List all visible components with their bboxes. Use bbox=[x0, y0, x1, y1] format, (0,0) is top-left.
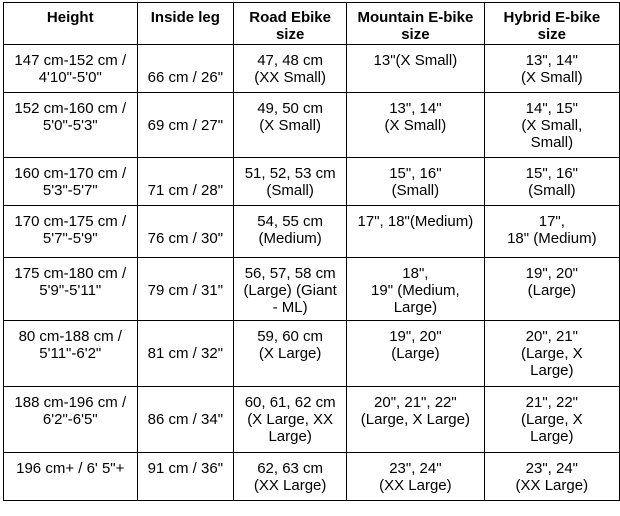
cell-text: 14", 15" bbox=[525, 100, 578, 117]
cell-mountain bbox=[347, 387, 485, 453]
cell-text: 20", 21" bbox=[525, 328, 578, 345]
cell-text: 152 cm-160 cm / bbox=[14, 100, 127, 117]
cell-text: 147 cm-152 cm / bbox=[14, 52, 127, 69]
cell-text: Large) bbox=[393, 299, 438, 316]
table-row bbox=[4, 45, 620, 93]
cell-text: 47, 48 cm bbox=[257, 52, 324, 69]
table-row bbox=[4, 387, 620, 453]
cell-text: 91 cm / 36" bbox=[147, 460, 224, 477]
cell-road bbox=[234, 45, 347, 93]
cell-text: (X Small) bbox=[259, 117, 321, 134]
cell-road bbox=[234, 93, 347, 158]
cell-text: (Small) bbox=[391, 182, 440, 199]
cell-mountain bbox=[347, 158, 485, 206]
cell-text: 19", 20" bbox=[389, 328, 442, 345]
cell-height bbox=[4, 45, 138, 93]
header-mountain-line-1: Mountain E-bike bbox=[357, 9, 474, 26]
cell-text: 188 cm-196 cm / bbox=[14, 394, 127, 411]
cell-text: 160 cm-170 cm / bbox=[14, 165, 127, 182]
header-inside-leg-label: Inside leg bbox=[150, 9, 220, 26]
header-mountain-line-2: size bbox=[401, 26, 430, 43]
cell-text: 5'11"-6'2" bbox=[39, 345, 102, 362]
cell-text: (X Large, XX bbox=[247, 411, 334, 428]
cell-road bbox=[234, 321, 347, 387]
cell-height bbox=[4, 453, 138, 501]
table-row bbox=[4, 321, 620, 387]
cell-text: (Large, X Large) bbox=[360, 411, 470, 428]
cell-road bbox=[234, 258, 347, 321]
header-hybrid bbox=[484, 3, 619, 45]
cell-text: (X Small) bbox=[384, 117, 447, 134]
header-hybrid-line-1: Hybrid E-bike bbox=[503, 9, 601, 26]
cell-text: 62, 63 cm bbox=[257, 460, 324, 477]
cell-text: 18", bbox=[402, 265, 429, 282]
cell-text: (Large) bbox=[527, 282, 576, 299]
cell-text: (Small) bbox=[266, 182, 314, 199]
cell-text: 13", 14" bbox=[389, 100, 442, 117]
cell-mountain bbox=[347, 453, 485, 501]
cell-text: 18" (Medium) bbox=[507, 230, 597, 247]
cell-text: 49, 50 cm bbox=[257, 100, 324, 117]
cell-text: Large) bbox=[268, 428, 312, 445]
cell-text: (Large) (Giant bbox=[243, 282, 337, 299]
cell-text: 81 cm / 32" bbox=[147, 345, 224, 362]
cell-text: 80 cm-188 cm / bbox=[18, 328, 122, 345]
cell-text: (Medium) bbox=[258, 230, 322, 247]
table-row bbox=[4, 258, 620, 321]
cell-text: 79 cm / 31" bbox=[147, 282, 224, 299]
ebike-size-table bbox=[3, 2, 620, 501]
cell-height bbox=[4, 321, 138, 387]
cell-text: (X Small, bbox=[521, 117, 583, 134]
cell-mountain bbox=[347, 93, 485, 158]
cell-text: (Large, X bbox=[520, 411, 583, 428]
cell-text: 56, 57, 58 cm bbox=[244, 265, 336, 282]
cell-text: 17", 18"(Medium) bbox=[357, 213, 474, 230]
cell-text: (X Small) bbox=[520, 69, 583, 86]
cell-text: Small) bbox=[530, 134, 574, 151]
cell-text: (XX Small) bbox=[254, 69, 326, 86]
table-row bbox=[4, 158, 620, 206]
cell-inside-leg bbox=[137, 93, 234, 158]
header-height bbox=[4, 3, 138, 45]
cell-text: (XX Large) bbox=[515, 477, 589, 494]
cell-text: (Small) bbox=[528, 182, 576, 199]
cell-road bbox=[234, 387, 347, 453]
cell-text: 19", 20" bbox=[525, 265, 578, 282]
header-mountain bbox=[347, 3, 485, 45]
cell-text: 170 cm-175 cm / bbox=[14, 213, 127, 230]
cell-inside-leg bbox=[137, 387, 234, 453]
cell-text: 15", 16" bbox=[389, 165, 442, 182]
cell-text: 54, 55 cm bbox=[257, 213, 324, 230]
cell-hybrid bbox=[484, 321, 619, 387]
cell-hybrid bbox=[484, 387, 619, 453]
cell-inside-leg bbox=[137, 158, 234, 206]
cell-text: 21", 22" bbox=[525, 394, 578, 411]
header-row bbox=[4, 3, 620, 45]
cell-text: (Large, X bbox=[520, 345, 583, 362]
cell-hybrid bbox=[484, 45, 619, 93]
cell-text: 23", 24" bbox=[525, 460, 578, 477]
cell-height bbox=[4, 258, 138, 321]
header-road-line-2: size bbox=[275, 26, 305, 43]
header-height-label: Height bbox=[46, 9, 94, 26]
cell-mountain bbox=[347, 321, 485, 387]
cell-height bbox=[4, 387, 138, 453]
cell-text: 59, 60 cm bbox=[257, 328, 324, 345]
cell-inside-leg bbox=[137, 258, 234, 321]
cell-text: (X Large) bbox=[258, 345, 322, 362]
cell-text: 76 cm / 30" bbox=[147, 230, 224, 247]
table-row bbox=[4, 453, 620, 501]
cell-text: (Large) bbox=[391, 345, 440, 362]
cell-road bbox=[234, 158, 347, 206]
cell-inside-leg bbox=[137, 453, 234, 501]
cell-text: 5'9"-5'11" bbox=[39, 282, 102, 299]
cell-hybrid bbox=[484, 258, 619, 321]
cell-mountain bbox=[347, 45, 485, 93]
cell-height bbox=[4, 206, 138, 258]
cell-text: - ML) bbox=[272, 299, 308, 316]
cell-text: Large) bbox=[530, 362, 574, 379]
cell-hybrid bbox=[484, 206, 619, 258]
cell-text: (XX Large) bbox=[379, 477, 452, 494]
cell-text: 19" (Medium, bbox=[371, 282, 460, 299]
cell-hybrid bbox=[484, 93, 619, 158]
cell-text: 6'2"-6'5" bbox=[42, 411, 98, 428]
table-row bbox=[4, 93, 620, 158]
cell-text: 66 cm / 26" bbox=[147, 69, 224, 86]
cell-mountain bbox=[347, 258, 485, 321]
cell-height bbox=[4, 93, 138, 158]
cell-inside-leg bbox=[137, 206, 234, 258]
cell-text: 71 cm / 28" bbox=[147, 182, 224, 199]
cell-text: 51, 52, 53 cm bbox=[244, 165, 336, 182]
cell-text: 23", 24" bbox=[389, 460, 442, 477]
size-chart bbox=[3, 2, 620, 501]
cell-mountain bbox=[347, 206, 485, 258]
table-row bbox=[4, 206, 620, 258]
cell-text: 175 cm-180 cm / bbox=[14, 265, 127, 282]
cell-text: 17", bbox=[538, 213, 565, 230]
cell-text: (XX Large) bbox=[253, 477, 327, 494]
cell-text: 15", 16" bbox=[525, 165, 578, 182]
cell-text: 196 cm+ / 6' 5"+ bbox=[16, 460, 125, 477]
cell-road bbox=[234, 453, 347, 501]
cell-hybrid bbox=[484, 453, 619, 501]
cell-text: 5'0"-5'3" bbox=[42, 117, 98, 134]
cell-road bbox=[234, 206, 347, 258]
cell-hybrid bbox=[484, 158, 619, 206]
header-road bbox=[234, 3, 347, 45]
cell-text: 13"(X Small) bbox=[373, 52, 458, 69]
cell-inside-leg bbox=[137, 45, 234, 93]
cell-text: 13", 14" bbox=[525, 52, 578, 69]
cell-text: 20", 21", 22" bbox=[374, 394, 457, 411]
cell-text: 60, 61, 62 cm bbox=[244, 394, 336, 411]
cell-height bbox=[4, 158, 138, 206]
cell-text: 4'10"-5'0" bbox=[38, 69, 102, 86]
cell-text: 86 cm / 34" bbox=[147, 411, 224, 428]
header-inside-leg bbox=[137, 3, 234, 45]
header-hybrid-line-2: size bbox=[537, 26, 566, 43]
header-road-line-1: Road Ebike bbox=[249, 9, 331, 26]
cell-text: 69 cm / 27" bbox=[147, 117, 224, 134]
cell-text: Large) bbox=[530, 428, 574, 445]
cell-text: 5'3"-5'7" bbox=[42, 182, 98, 199]
cell-inside-leg bbox=[137, 321, 234, 387]
cell-text: 5'7"-5'9" bbox=[42, 230, 98, 247]
